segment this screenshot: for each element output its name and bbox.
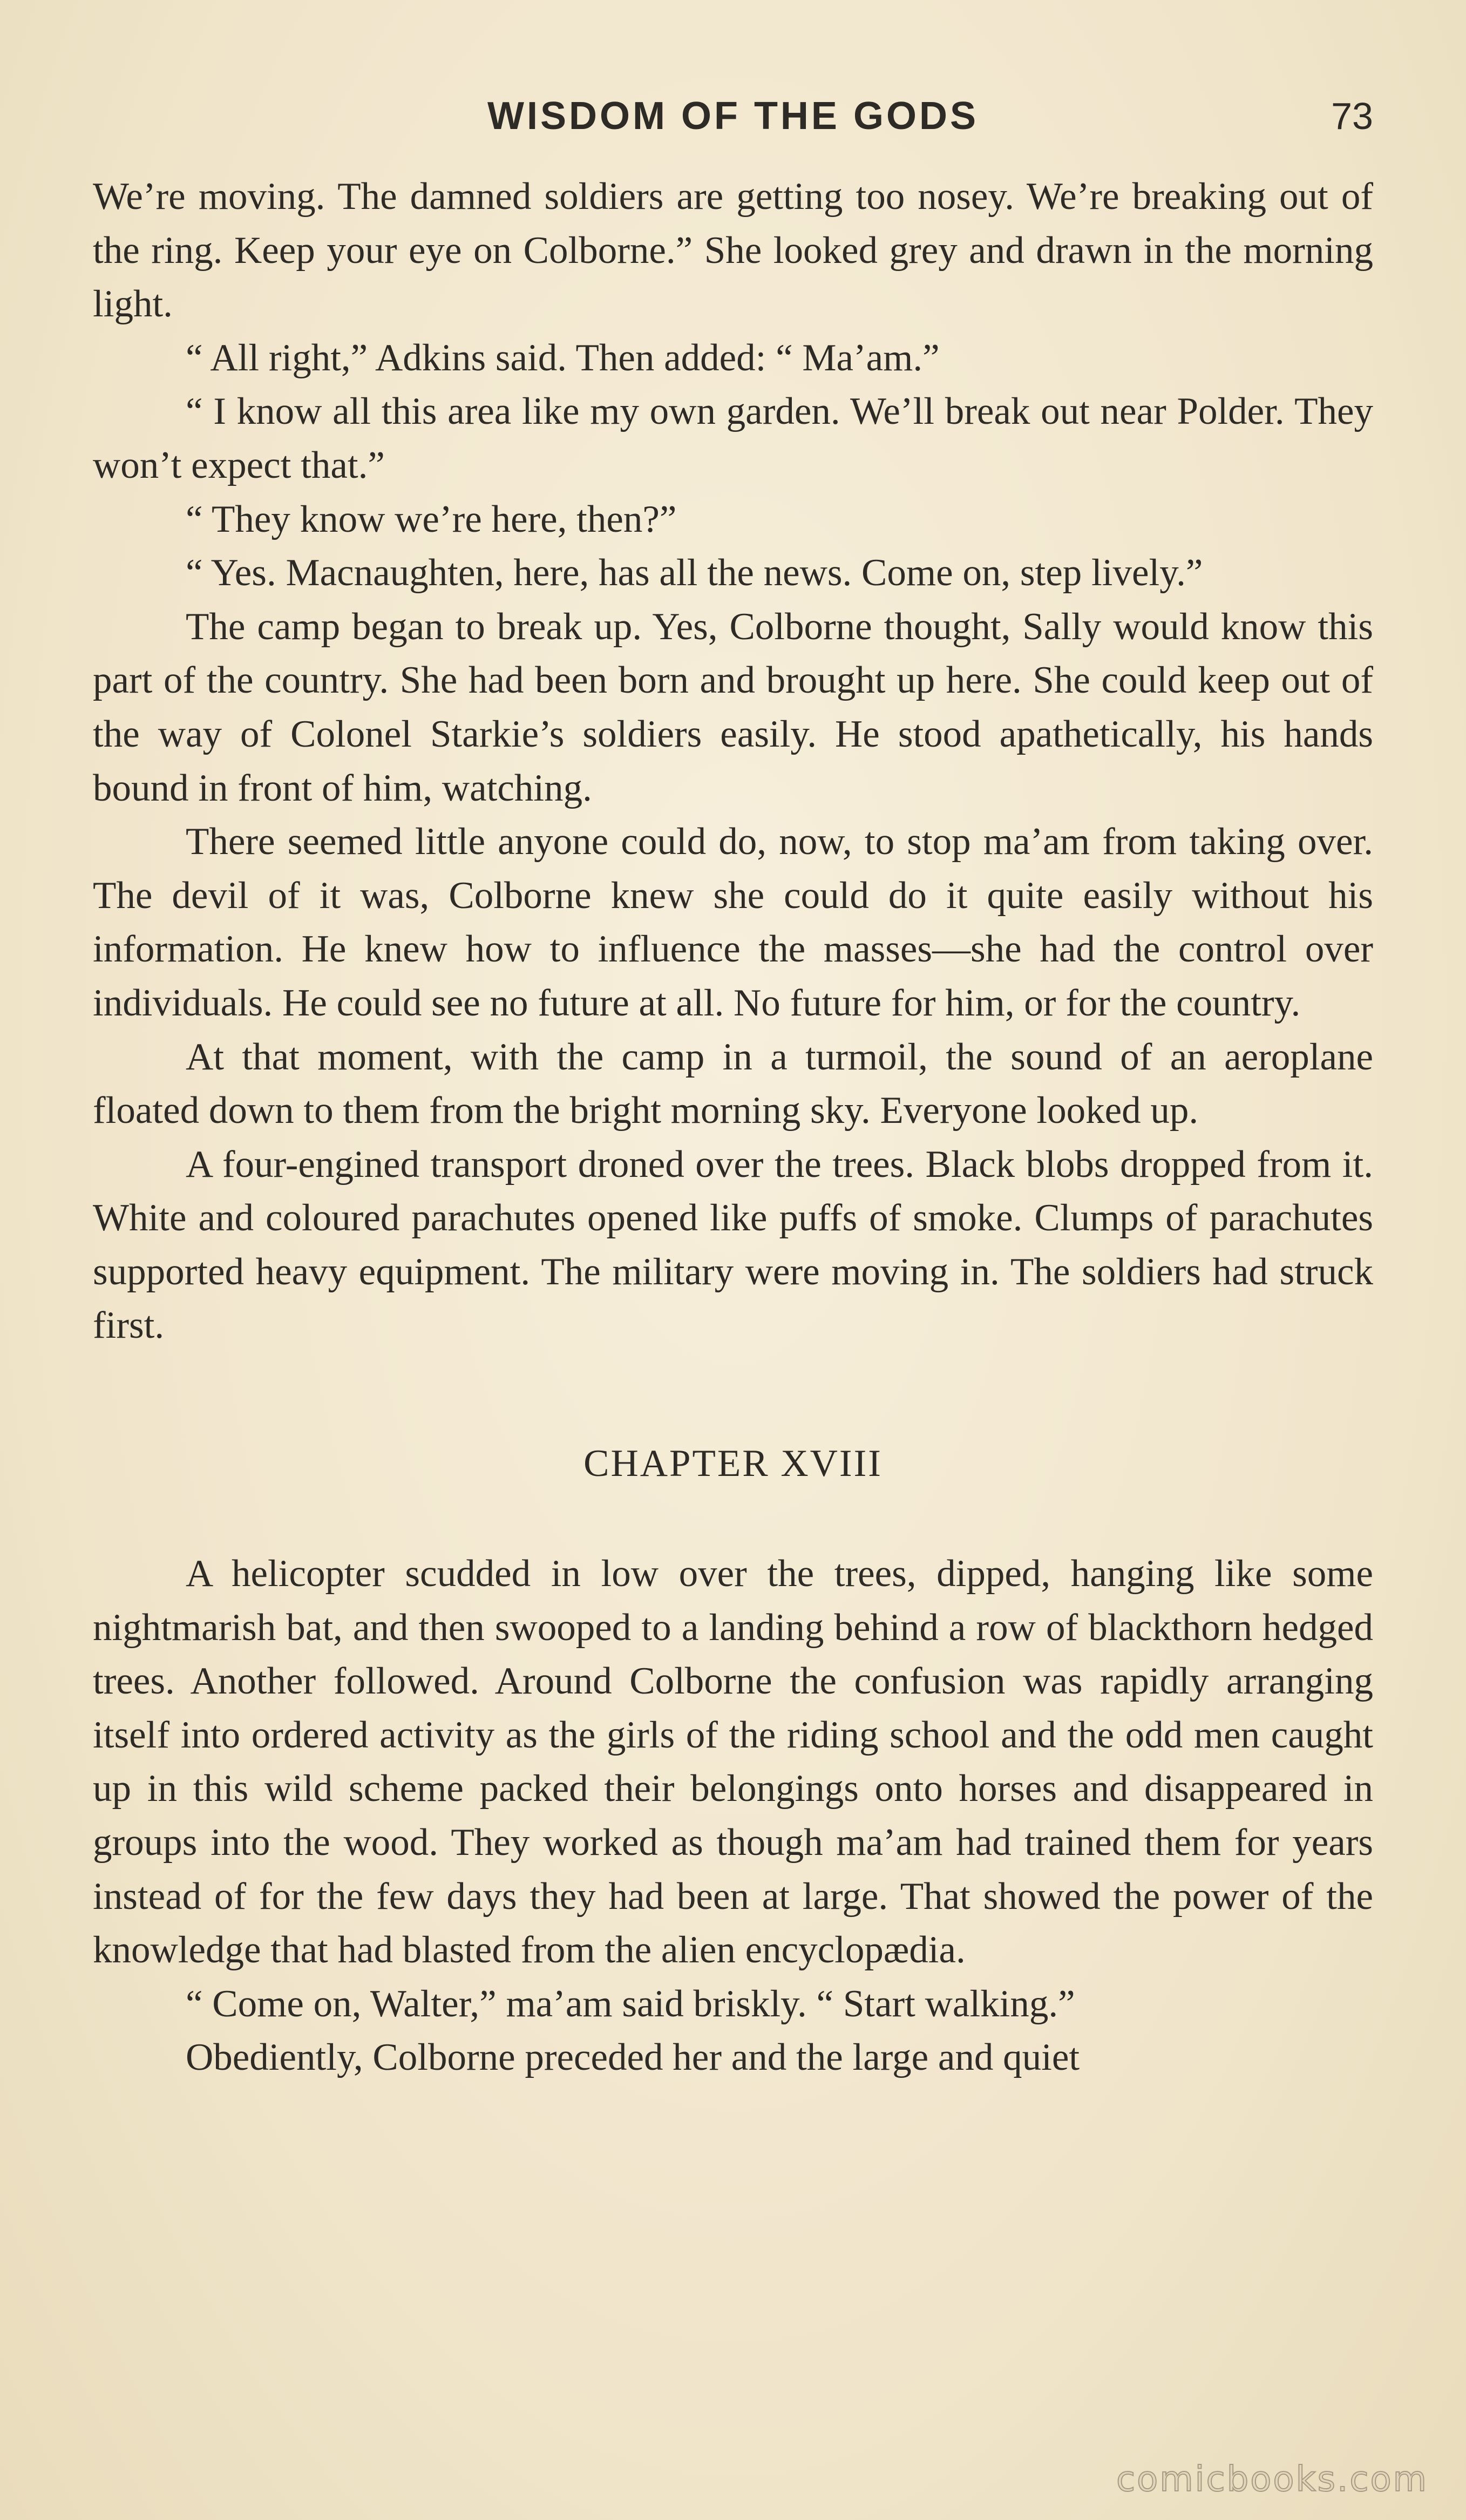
paragraph: “ Come on, Walter,” ma’am said briskly. “ Start walking.” xyxy=(186,1982,1075,2025)
chapter-heading: CHAPTER XVIII xyxy=(583,1442,883,1485)
paragraph: A four-engined transport droned over the trees. Black blobs dropped from it. White and coloured parachutes opened like puffs of smoke. Clumps of parachutes supported heavy equipment. The military were moving in. The soldiers had struck first. xyxy=(93,1143,1373,1347)
paragraph: We’re moving. The damned soldiers are getting too nosey. We’re breaking out of the ring. Keep your eye on Colborne.” She looked grey and drawn in the morning light. xyxy=(93,175,1373,326)
paragraph: “ Yes. Macnaughten, here, has all the news. Come on, step lively.” xyxy=(186,552,1203,594)
paragraph: A helicopter scudded in low over the trees, dipped, hanging like some nightmarish bat, and then swooped to a landing behind a row of blackthorn hedged trees. Another followed. Around Colborne the confusion was rapidly arranging itself into ordered activity as the girls of the riding school and the odd men caught up in this wild scheme packed their belongings onto horses and disappeared in groups into the wood. They worked as though ma’am had trained them for years instead of for the few days they had been at large. That showed the power of the knowledge that had blasted from the alien encyclopædia. xyxy=(93,1553,1373,1972)
running-title: WISDOM OF THE GODS xyxy=(487,94,979,138)
paragraph: Obediently, Colborne preceded her and the large and quiet xyxy=(186,2036,1080,2079)
book-page xyxy=(93,89,1373,2085)
paragraph: At that moment, with the camp in a turmoil, the sound of an aeroplane floated down to them from the bright morning sky. Everyone looked up. xyxy=(93,1035,1373,1132)
page-header xyxy=(93,89,1373,154)
watermark-text: comicbooks.com xyxy=(1116,2460,1428,2499)
body-text xyxy=(93,170,1373,2085)
paragraph: “ They know we’re here, then?” xyxy=(186,498,677,540)
page-number: 73 xyxy=(1331,95,1373,137)
paragraph: “ All right,” Adkins said. Then added: “ Ma’am.” xyxy=(186,336,940,379)
paragraph: “ I know all this area like my own garden. We’ll break out near Polder. They won’t expect that.” xyxy=(93,390,1373,486)
paragraph: The camp began to break up. Yes, Colborne thought, Sally would know this part of the country. She had been born and brought up here. She could keep out of the way of Colonel Starkie’s soldiers easily. He stood apathetically, his hands bound in front of him, watching. xyxy=(93,605,1373,809)
paragraph: There seemed little anyone could do, now, to stop ma’am from taking over. The devil of it was, Colborne knew she could do it quite easily without his information. He knew how to influence the masses—she had the control over individuals. He could see no future at all. No future for him, or for the country. xyxy=(93,821,1373,1024)
